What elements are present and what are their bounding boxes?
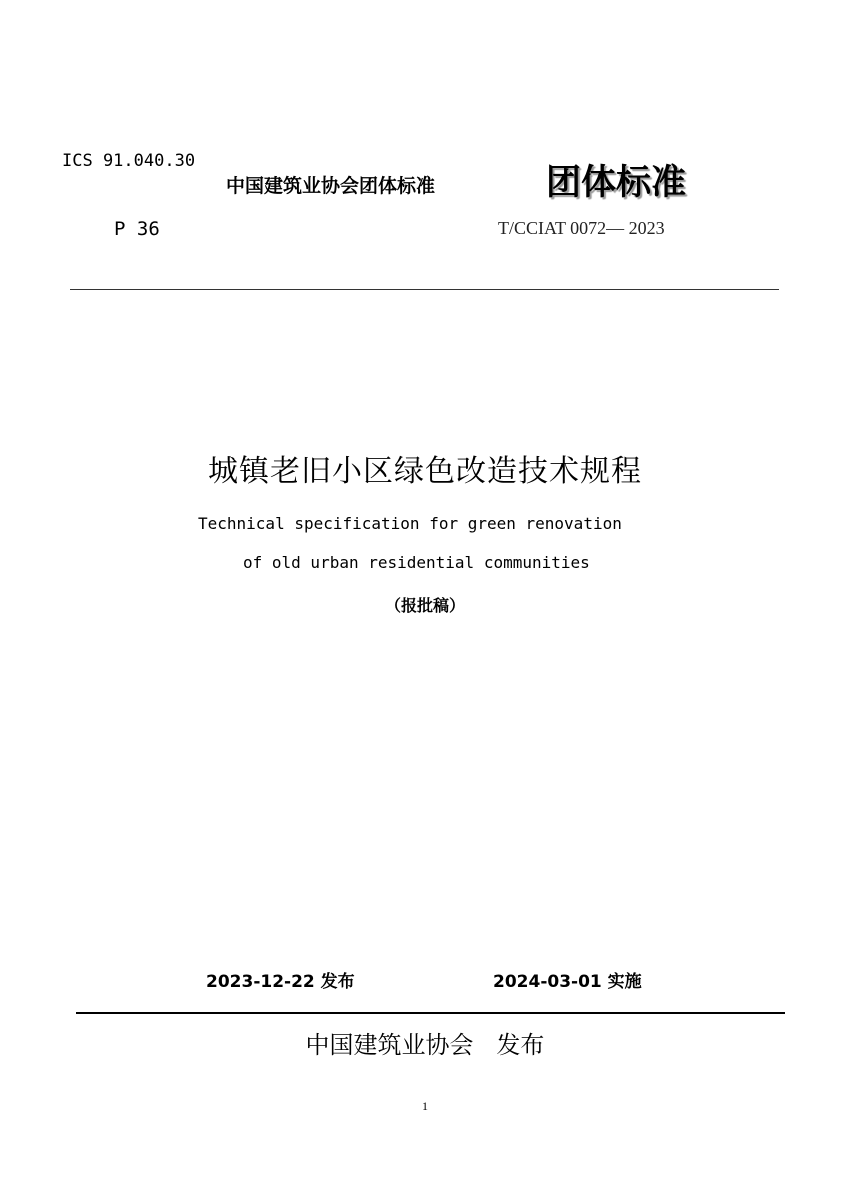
ics-code: ICS 91.040.30 xyxy=(62,151,196,171)
publish-date: 2023-12-22 发布 xyxy=(206,972,355,992)
group-standard-label: 团体标准 xyxy=(546,163,687,203)
document-title-english-line-1: Technical specification for green renovation xyxy=(198,514,622,533)
classification-code: P 36 xyxy=(114,218,160,240)
effective-date: 2024-03-01 实施 xyxy=(493,972,642,992)
org-standard-label: 中国建筑业协会团体标准 xyxy=(226,175,436,197)
header-divider xyxy=(70,289,779,290)
footer-divider xyxy=(76,1012,785,1014)
document-title-english-line-2: of old urban residential communities xyxy=(243,553,590,572)
document-title-chinese: 城镇老旧小区绿色改造技术规程 xyxy=(208,454,642,489)
draft-status-note: （报批稿） xyxy=(384,596,465,615)
page-number: 1 xyxy=(422,1099,428,1113)
publisher-line: 中国建筑业协会 发布 xyxy=(305,1031,545,1059)
standard-number: T/CCIAT 0072— 2023 xyxy=(498,218,665,238)
